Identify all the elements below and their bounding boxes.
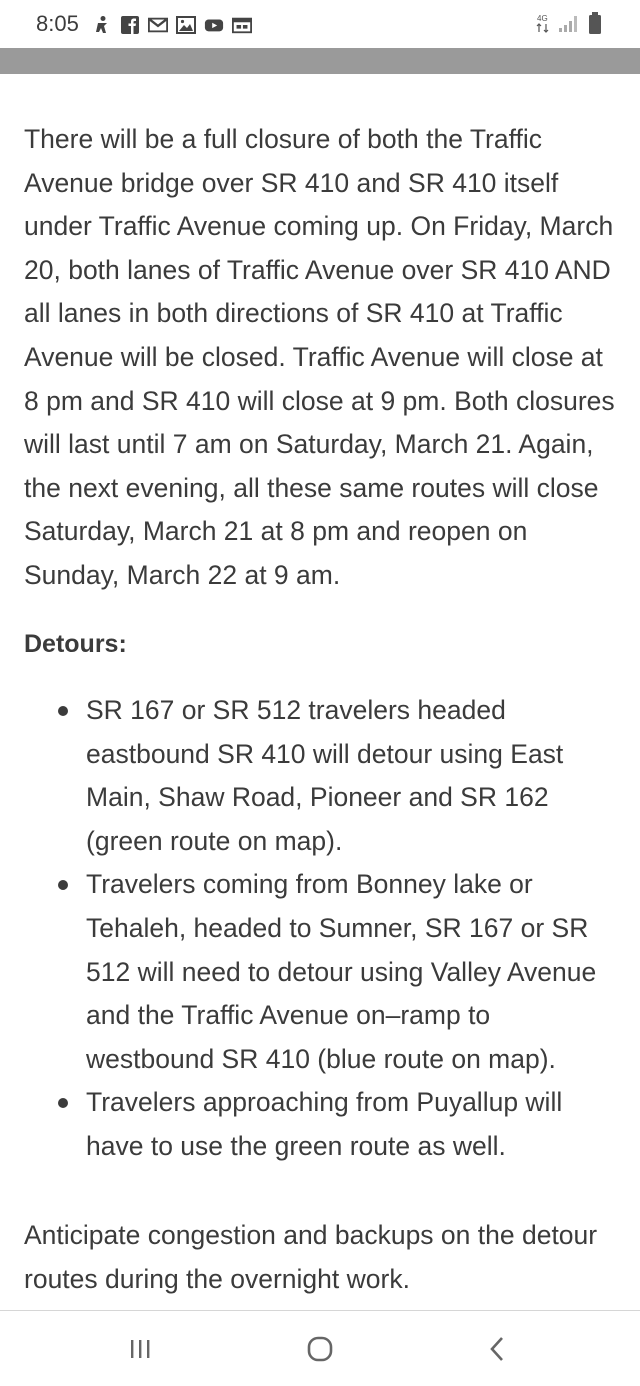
- recents-button[interactable]: [120, 1333, 160, 1365]
- accessibility-icon: [92, 15, 112, 35]
- detours-heading: Detours:: [24, 630, 127, 658]
- detours-list: [0, 689, 640, 1169]
- list-item-text: SR 167 or SR 512 travelers headed eastbound SR 410 will detour using East Main, Shaw Road, Pioneer and SR 162 (green route on map).: [86, 695, 564, 856]
- gallery-icon: [176, 15, 196, 35]
- notification-icons: [92, 12, 252, 38]
- back-button[interactable]: [478, 1333, 518, 1365]
- list-item-text: Travelers coming from Bonney lake or Tehaleh, headed to Sumner, SR 167 or SR 512 will need to detour using Valley Avenue and the Traffic Avenue on–ramp to westbound SR 410 (blue route on map).: [86, 869, 597, 1074]
- back-icon: [486, 1335, 510, 1363]
- battery-icon: [588, 11, 602, 40]
- bullet-icon: [58, 706, 68, 716]
- list-item: [0, 689, 606, 863]
- gmail-icon: [148, 15, 168, 35]
- data-icon: [536, 12, 550, 39]
- header-band: [0, 48, 640, 74]
- home-button[interactable]: [300, 1333, 340, 1365]
- article-body: [24, 118, 620, 598]
- list-item: [0, 1081, 606, 1168]
- recents-icon: [128, 1337, 152, 1361]
- status-time: 8:05: [36, 11, 79, 36]
- intro-paragraph: There will be a full closure of both the Traffic Avenue bridge over SR 410 and SR 410 itself under Traffic Avenue coming up. On Friday, March 20, both lanes of Traffic Avenue over SR 410 AND all lanes in both directions of SR 410 at Traffic Avenue will be closed. Traffic Avenue will close at 8 pm and SR 410 will close at 9 pm. Both closures will last until 7 am on Saturday, March 21. Again, the next evening, all these same routes will close Saturday, March 21 at 8 pm and reopen on Sunday, March 22 at 9 am.: [24, 124, 615, 590]
- signal-icon: [558, 13, 580, 38]
- bullet-icon: [58, 880, 68, 890]
- system-icons: [536, 12, 602, 38]
- list-item-text: Travelers approaching from Puyallup will have to use the green route as well.: [86, 1087, 563, 1161]
- facebook-icon: [120, 15, 140, 35]
- bullet-icon: [58, 1098, 68, 1108]
- calendar-icon: [232, 15, 252, 35]
- status-bar: [0, 0, 640, 48]
- youtube-icon: [204, 15, 224, 35]
- closing-paragraph: Anticipate congestion and backups on the detour routes during the overnight work.: [24, 1220, 598, 1294]
- list-item: [0, 863, 606, 1081]
- home-icon: [306, 1335, 334, 1363]
- svg-text:4G: 4G: [537, 13, 548, 23]
- navigation-bar: [0, 1311, 640, 1386]
